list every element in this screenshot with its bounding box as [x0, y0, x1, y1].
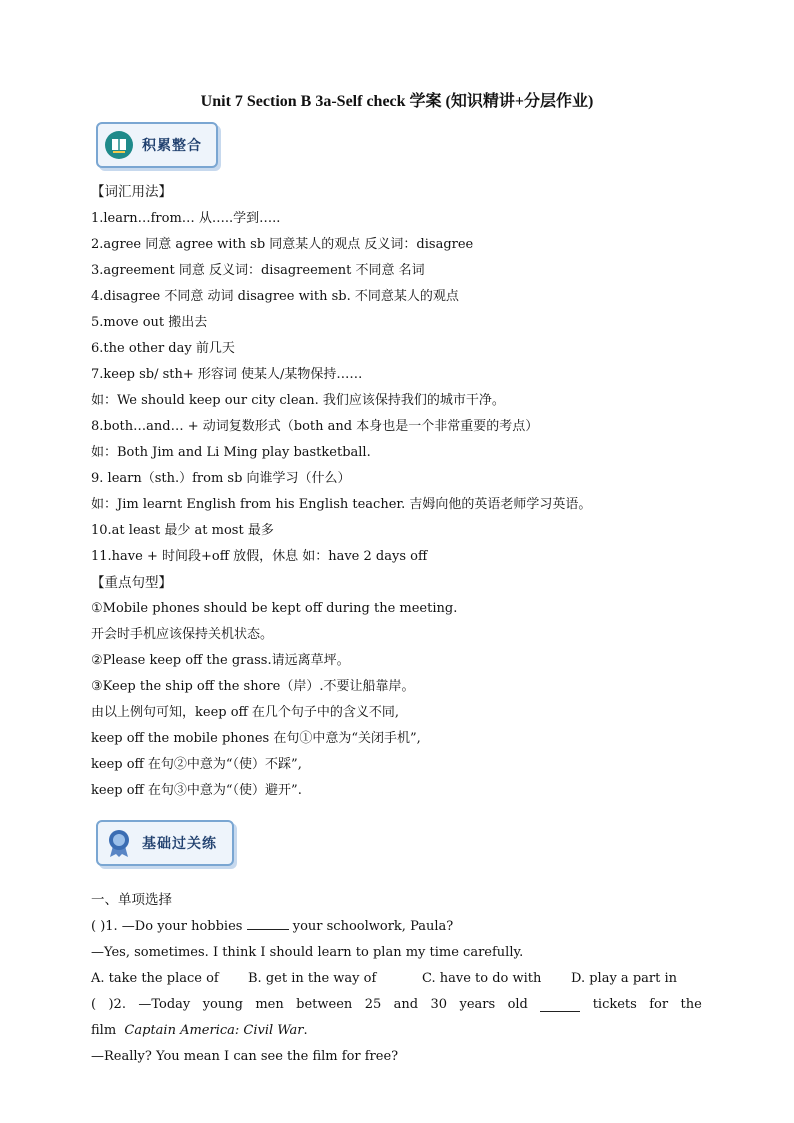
question-2-stem: [91, 997, 702, 1013]
word: years: [459, 997, 496, 1012]
question-number: )2.: [108, 997, 126, 1012]
word: film: [91, 1023, 117, 1038]
medal-icon: [104, 828, 134, 858]
vocab-item: 2.agree 同意 agree with sb 同意某人的观点 反义词：disagree: [91, 237, 474, 252]
period: .: [303, 1023, 308, 1038]
sentence-item: ②Please keep off the grass.请远离草坪。: [91, 653, 350, 668]
vocab-item: 11.have + 时间段+off 放假，休息 如：have 2 days off: [91, 549, 428, 564]
sentence-item: keep off the mobile phones 在句①中意为“关闭手机”,: [91, 731, 421, 746]
word: between: [296, 997, 353, 1012]
badge-label: 基础过关练: [142, 836, 217, 852]
word: old: [507, 997, 528, 1012]
sentence-item: keep off 在句②中意为“（使）不踩”,: [91, 757, 302, 772]
word: and: [393, 997, 419, 1012]
vocab-item: 4.disagree 不同意 动词 disagree with sb. 不同意某人的观点: [91, 289, 459, 304]
word: tickets: [592, 997, 637, 1012]
vocab-item: 5.move out 搬出去: [91, 315, 208, 330]
word: young: [202, 997, 243, 1012]
vocab-example: 如：Jim learnt English from his English teacher. 吉姆向他的英语老师学习英语。: [91, 497, 592, 512]
badge-frame: [96, 122, 218, 168]
page-title: Unit 7 Section B 3a-Self check 学案 (知识精讲+分层作业): [200, 93, 594, 110]
vocab-item: 6.the other day 前几天: [91, 341, 235, 356]
badge-frame: [96, 820, 234, 866]
word: the: [680, 997, 702, 1012]
section-badge-basic: [96, 820, 236, 870]
word: for: [649, 997, 669, 1012]
question-1-stem-end: your schoolwork, Paula?: [292, 919, 454, 934]
question-1-stem: [91, 919, 453, 935]
word: 30: [430, 997, 448, 1012]
sentence-item: ①Mobile phones should be kept off during the meeting.: [91, 601, 458, 616]
sentence-item: 开会时手机应该保持关机状态。: [91, 627, 274, 642]
vocab-item: 10.at least 最少 at most 最多: [91, 523, 274, 538]
option-d[interactable]: D. play a part in: [571, 971, 677, 986]
sentences-heading: 【重点句型】: [91, 575, 172, 591]
vocab-example: 如：Both Jim and Li Ming play bastketball.: [91, 445, 371, 460]
badge-label: 积累整合: [142, 138, 202, 154]
word: —Today: [138, 997, 191, 1012]
word: 25: [364, 997, 382, 1012]
vocab-item: 9. learn（sth.）from sb 向谁学习（什么）: [91, 471, 351, 486]
sentence-item: 由以上例句可知，keep off 在几个句子中的含义不同,: [91, 705, 400, 720]
vocab-example: 如：We should keep our city clean. 我们应该保持我们的城市干净。: [91, 393, 505, 408]
question-1-reply: —Yes, sometimes. I think I should learn to plan my time carefully.: [91, 945, 524, 960]
option-a[interactable]: A. take the place of: [91, 971, 219, 986]
answer-blank[interactable]: [540, 997, 580, 1012]
vocab-item: 8.both…and… + 动词复数形式（both and 本身也是一个非常重要的考点）: [91, 419, 539, 434]
book-icon: [104, 130, 134, 160]
sentence-item: keep off 在句③中意为“（使）避开”.: [91, 783, 302, 798]
question-2-reply: —Really? You mean I can see the film for free?: [91, 1049, 399, 1064]
vocab-item: 7.keep sb/ sth+ 形容词 使某人/某物保持……: [91, 367, 363, 382]
film-title: Captain America: Civil War: [124, 1023, 304, 1038]
exercise-heading: 一、单项选择: [91, 892, 172, 908]
word: men: [255, 997, 284, 1012]
option-c[interactable]: C. have to do with: [422, 971, 542, 986]
vocab-item: 1.learn…from… 从…..学到…..: [91, 211, 281, 226]
question-1-stem-start: ( )1. —Do your hobbies: [91, 919, 243, 934]
sentence-item: ③Keep the ship off the shore（岸）.不要让船靠岸。: [91, 679, 415, 694]
section-badge-accumulate: [96, 122, 222, 172]
option-b[interactable]: B. get in the way of: [248, 971, 377, 986]
vocab-item: 3.agreement 同意 反义词：disagreement 不同意 名词: [91, 263, 425, 278]
vocab-heading: 【词汇用法】: [91, 184, 172, 200]
question-2-line2: [91, 1023, 308, 1039]
answer-blank[interactable]: [247, 929, 289, 930]
paren-open: (: [91, 997, 97, 1012]
